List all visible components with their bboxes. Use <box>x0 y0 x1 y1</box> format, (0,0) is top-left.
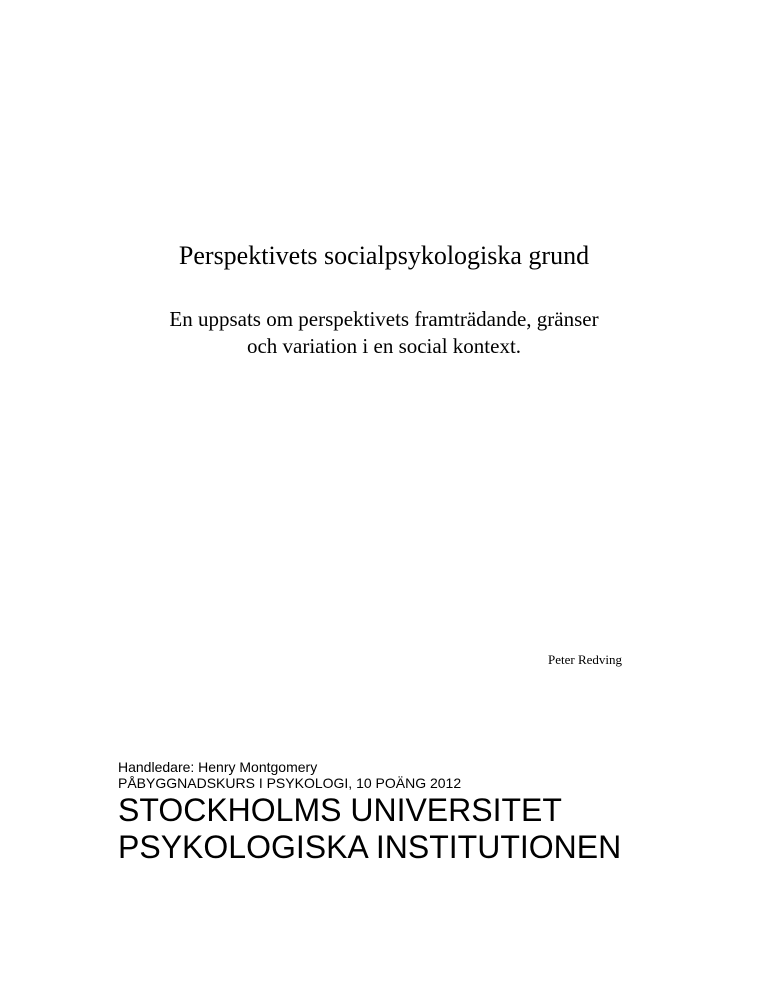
course-line: PÅBYGGNADSKURS I PSYKOLOGI, 10 POÄNG 2012 <box>118 775 462 791</box>
institution-name: PSYKOLOGISKA INSTITUTIONEN <box>118 829 622 865</box>
document-subtitle <box>0 306 768 360</box>
university-name: STOCKHOLMS UNIVERSITET <box>118 792 562 828</box>
subtitle-line-1: En uppsats om perspektivets framträdande, gränser <box>169 307 599 331</box>
subtitle-line-2: och variation i en social kontext. <box>246 334 522 358</box>
author-name: Peter Redving <box>547 652 622 667</box>
supervisor-line: Handledare: Henry Montgomery <box>118 759 318 775</box>
document-title: Perspektivets socialpsykologiska grund <box>178 241 590 270</box>
footer-block <box>118 759 621 866</box>
